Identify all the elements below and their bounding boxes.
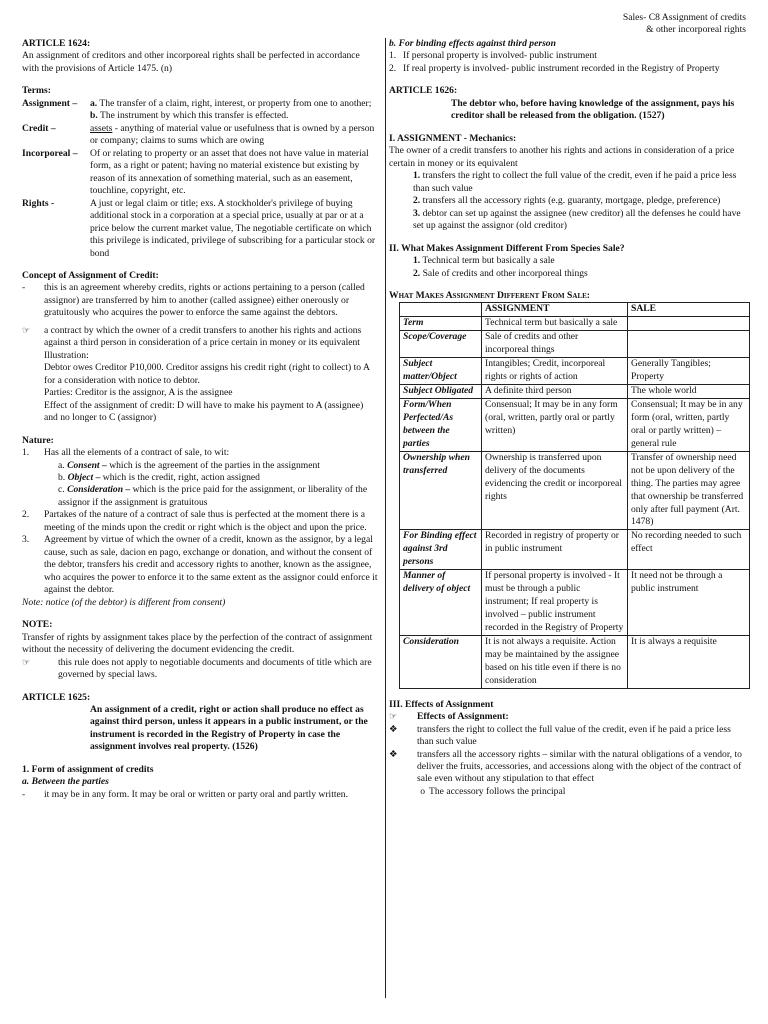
nature-title: Nature: [22,434,54,446]
table-header-cell: ASSIGNMENT [482,303,628,317]
article-1624-text: An assignment of creditors and other incorporeal rights shall be perfected in accordance with the provisions of Article 1475. (n) [22,50,360,74]
mechanics-text: The owner of a credit transfers to another his rights and actions in consideration of a price certain in money or its equivalent [389,145,735,169]
table-cell-assignment: Sale of credits and other incorporeal things [482,331,628,358]
table-cell-assignment: Recorded in registry of property or in public instrument [482,530,628,570]
table-cell-sale [628,331,750,358]
table-header-row [400,303,750,317]
table-title: What Makes Assignment Different From Sale: [389,289,590,301]
concept-title: Concept of Assignment of Credit: [22,269,159,281]
term-assignment [22,98,378,123]
table-row-header: For Binding effect against 3rd persons [400,530,482,570]
effects-item-2: ❖ transfers all the accessory rights – similar with the natural obligations of a vendor, to deliver the fruits, accessories, and accessions along with the object of the contract of sale even without any stipulation to that effect [389,748,742,785]
article-1625-title: ARTICLE 1625: [22,691,91,703]
term-rights-def: A just or legal claim or title; exs. A stockholder's privilege of buying additional stock in a corporation at a special price, usually at par or at a price below the current market value, The negotiable certificate on which this privilege is indicated, privilege of subscribing for a particular stock or bond [90,197,376,259]
table-header-cell [400,303,482,317]
table-row-header: Scope/Coverage [400,331,482,358]
table-cell-sale: Transfer of ownership need not be upon delivery of the thing. The parties may agree that ownership be transferred only after full payment (Art. 1478) [628,451,750,530]
table-cell-sale: It is always a requisite [628,635,750,688]
term-incorporeal-def: Of or relating to property or an asset that does not have value in material form, as a right or patent; having no material existence but existing by reason of its annexation of something material, such as an easement, touchline, copyright, etc. [90,147,369,197]
mechanics-list: 1. transfers the right to collect the full value of the credit, even if he paid a price less than such value 2. transfers all the accessory rights (e.g. guaranty, mortgage, pledge, preference) 3. debtor can set up against the assignee (new creditor) all the defenses he could have set up against the assignor (old creditor) [413,170,741,232]
note-title: NOTE: [22,619,53,631]
form-a-item: - it may be in any form. It may be oral or written or party oral and partly written. [22,788,348,800]
table-row [400,635,750,688]
table-row [400,570,750,636]
table-cell-assignment: Technical term but basically a sale [482,317,628,331]
nature-item-3: 3. Agreement by virtue of which the owner of a credit, known as the assignor, by a legal cause, such as sale, dacion en pago, exchange or donation, and without the consent of the debtor, transfers his credit and accessory rights to another, known as the assignee, who acquires the power to enforce it to the same extent as the assignor could enforce it against the debtor. [22,534,378,596]
term-key: Incorporeal – [22,147,78,159]
table-cell-sale: Generally Tangibles; Property [628,358,750,385]
form-between-parties: a. Between the parties [22,776,109,788]
term-assignment-a-label: a. [90,97,98,109]
table-cell-sale: Consensual; It may be in any form (oral, written, partly oral or partly written) – general rule [628,399,750,452]
page-header [623,12,746,37]
table-header-cell: SALE [628,303,750,317]
header-line-2: & other incorporeal rights [646,24,746,36]
table-row-header: Form/When Perfected/As between the parties [400,399,482,452]
pointing-hand-icon: ☞ [22,324,31,335]
table-cell-sale: The whole world [628,385,750,399]
article-1626-title: ARTICLE 1626: [389,85,458,97]
term-key: Rights - [22,197,55,209]
table-row [400,530,750,570]
table-row-header: Ownership when transferred [400,451,482,530]
header-line-1: Sales- C8 Assignment of credits [622,12,746,23]
table-row-header: Subject Obligated [400,385,482,399]
term-key: Credit – [22,122,56,134]
effects-subtitle: ☞ Effects of Assignment: [389,711,509,723]
term-credit-def: - anything of material value or usefulness that is owned by a person or company; claims to sums which are owing [90,122,375,147]
illustration: Illustration: Debtor owes Creditor P10,000. Creditor assigns his credit right (right to collect) to A for a consideration with notice to debtor. Parties: Creditor is the assignor, A is the assignee Effect of the assignment of credit: D will have to make his payment to A (assignee) and no longer to C (assignor) [44,349,370,424]
effects-sub-item: o The accessory follows the principal [389,786,749,798]
concept-item-2: ☞ a contract by which the owner of a credit transfers to another his rights and actions against a third person in consideration of a price certain in money or its equivalent [22,324,362,349]
term-assignment-a: The transfer of a claim, right, interest, or property from one to another; [97,97,372,109]
pointing-hand-icon: ☞ [22,656,31,667]
nature-item-2: 2. Partakes of the nature of a contract of sale thus is perfected at the moment there is a meeting of the minds upon the credit or right which is the object and upon the price. [22,509,367,533]
pointing-hand-icon: ☞ [389,711,398,722]
table-row-header: Consideration [400,635,482,688]
article-1625-text: An assignment of a credit, right or action shall produce no effect as against third person, unless it appears in a public instrument, or the instrument is recorded in the Registry of Property in case the assignment involves real property. (1526) [90,703,368,753]
form-third-person: b. For binding effects against third person [389,38,556,49]
term-credit [22,123,378,148]
effects-title: III. Effects of Assignment [389,698,494,710]
term-assignment-b: The instrument by which this transfer is effected. [97,110,289,122]
difference-list: 1. Technical term but basically a sale 2. Sale of credits and other incorporeal things [413,255,588,279]
table-row-header: Term [400,317,482,331]
column-divider [385,38,386,998]
term-rights [22,198,378,260]
table-cell-assignment: If personal property is involved - It must be through a public instrument; If real property is involved – public instrument recorded in the Registry of Property [482,570,628,636]
table-row-header: Manner of delivery of object [400,570,482,636]
concept-item-1: - this is an agreement whereby credits, rights or actions pertaining to a person (called assignor) are transferred by him to another (called assignee) either onerously or gratuitously who acquires the power to enforce the same against the debtors. [22,282,365,319]
table-cell-sale [628,317,750,331]
table-cell-assignment: Ownership is transferred upon delivery of the documents evidencing the credit or incorporeal rights [482,451,628,530]
terms-title: Terms: [22,85,51,97]
table-cell-assignment: Consensual; It may be in any form (oral, written, partly oral or partly written) [482,399,628,452]
nature-note: Note: notice (of the debtor) is different from consent) [22,596,226,608]
left-column [22,38,378,801]
note-text: Transfer of rights by assignment takes place by the perfection of the contract of assignment without the necessity of delivering the document evidencing the credit. [22,631,373,656]
note-bullet: ☞ this rule does not apply to negotiable documents and documents of title which are governed by special laws. [22,656,372,681]
form-b-item-1: 1. If personal property is involved- public instrument [389,50,597,62]
term-incorporeal [22,148,378,198]
difference-title: II. What Makes Assignment Different From Species Sale? [389,242,625,254]
table-row [400,399,750,452]
form-title: 1. Form of assignment of credits [22,763,154,775]
term-credit-assets: assets [90,122,113,134]
right-column [389,38,749,798]
table-row [400,385,750,399]
circle-bullet-icon: o [420,785,425,797]
term-key: Assignment – [22,97,78,109]
comparison-table [399,302,750,688]
table-cell-assignment: A definite third person [482,385,628,399]
table-row [400,451,750,530]
mechanics-title: I. ASSIGNMENT - Mechanics: [389,132,517,144]
diamond-bullet-icon: ❖ [389,748,398,760]
article-1624-title: ARTICLE 1624: [22,38,91,49]
diamond-bullet-icon: ❖ [389,723,398,735]
table-row [400,358,750,385]
table-cell-sale: It need not be through a public instrument [628,570,750,636]
table-cell-assignment: It is not always a requisite. Action may be maintained by the assignee based on his title even if there is no consideration [482,635,628,688]
table-cell-assignment: Intangibles; Credit, incorporeal rights or rights of action [482,358,628,385]
article-1626-text: The debtor who, before having knowledge of the assignment, pays his creditor shall be released from the obligation. (1527) [451,97,735,122]
table-row [400,331,750,358]
table-row [400,317,750,331]
table-cell-sale: No recording needed to such effect [628,530,750,570]
term-assignment-b-label: b. [90,110,98,122]
form-b-item-2: 2. If real property is involved- public instrument recorded in the Registry of Property [389,62,720,74]
effects-item-1: ❖ transfers the right to collect the full value of the credit, even if he paid a price less than such value [389,723,731,748]
table-row-header: Subject matter/Object [400,358,482,385]
nature-item-1: 1. Has all the elements of a contract of sale, to wit: a. Consent – which is the agreement of the parties in the assignment b. Object – which is the credit, right, action assigned c. Consideration – which is the price paid for the assignment, or liberality of the assignor if the assignment is gratuitous [22,447,368,508]
